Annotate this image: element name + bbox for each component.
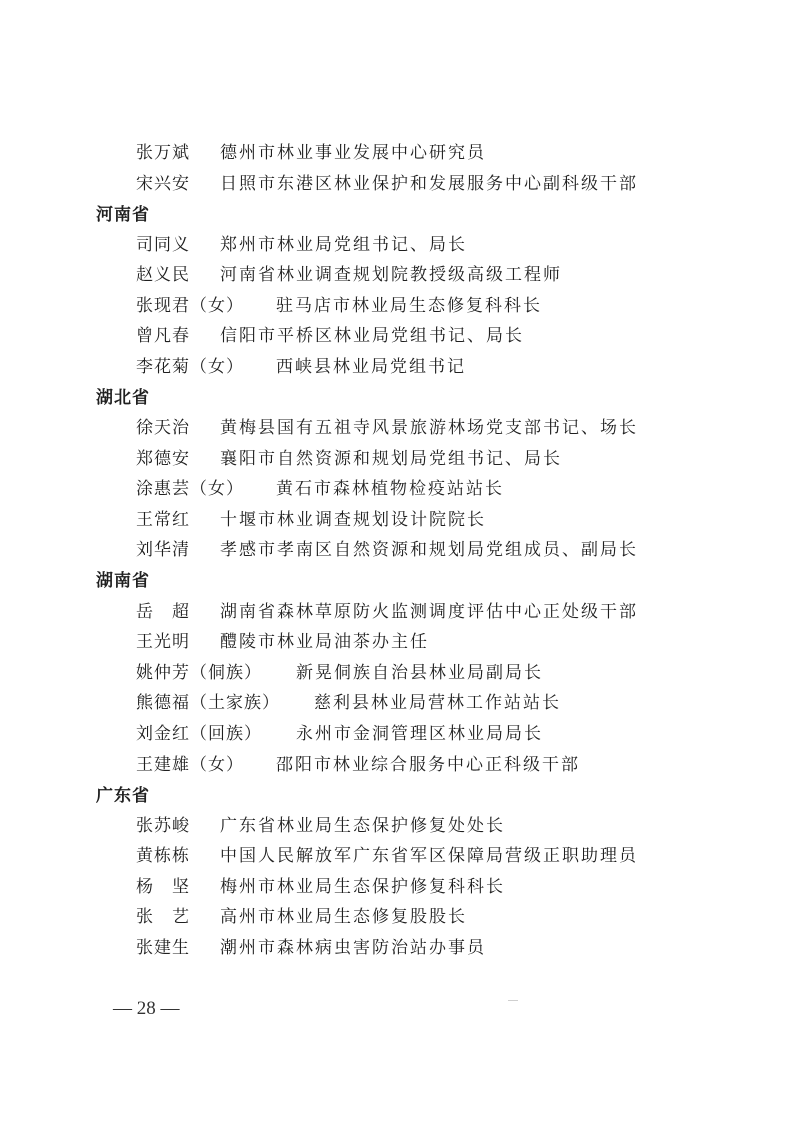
person-name: 张苏峻 (136, 816, 190, 836)
person-title: 信阳市平桥区林业局党组书记、局长 (220, 326, 524, 346)
person-name: 司同义 (136, 235, 190, 255)
person-name: 张现君（女） (136, 296, 244, 316)
person-name: 王建雄（女） (136, 755, 244, 775)
person-title: 邵阳市林业综合服务中心正科级干部 (276, 755, 580, 775)
person-name: 曾凡春 (136, 326, 190, 346)
person-title: 驻马店市林业局生态修复科科长 (276, 296, 542, 316)
person-title: 黄梅县国有五祖寺风景旅游林场党支部书记、场长 (220, 418, 638, 438)
person-name: 黄栋栋 (136, 846, 190, 866)
list-item (136, 143, 486, 163)
person-name: 赵义民 (136, 265, 190, 285)
list-item (136, 938, 486, 958)
list-item (136, 479, 504, 499)
list-item (136, 663, 543, 683)
page-number: — 28 — (113, 998, 180, 1019)
list-item (136, 326, 524, 346)
person-name: 姚仲芳（侗族） (136, 663, 262, 683)
person-title: 慈利县林业局营林工作站站长 (314, 693, 561, 713)
list-item (136, 602, 638, 622)
list-item (136, 357, 466, 377)
section-heading: 湖北省 (96, 388, 150, 408)
person-name: 张 艺 (136, 907, 190, 927)
list-item (136, 418, 638, 438)
person-title: 中国人民解放军广东省军区保障局营级正职助理员 (220, 846, 638, 866)
person-title: 广东省林业局生态保护修复处处长 (220, 816, 505, 836)
person-name: 涂惠芸（女） (136, 479, 244, 499)
person-title: 黄石市森林植物检疫站站长 (276, 479, 504, 499)
list-item (136, 296, 542, 316)
section-heading: 广东省 (96, 786, 150, 806)
list-item (136, 174, 638, 194)
person-name: 郑德安 (136, 449, 190, 469)
list-item (136, 724, 543, 744)
person-name: 岳 超 (136, 602, 190, 622)
list-item (136, 540, 638, 560)
person-name: 张建生 (136, 938, 190, 958)
list-item (136, 449, 562, 469)
person-title: 西峡县林业局党组书记 (276, 357, 466, 377)
person-name: 刘华清 (136, 540, 190, 560)
person-name: 张万斌 (136, 143, 190, 163)
list-item (136, 235, 467, 255)
person-title: 醴陵市林业局油茶办主任 (220, 632, 429, 652)
person-name: 刘金红（回族） (136, 724, 262, 744)
list-item (136, 632, 429, 652)
list-item (136, 907, 467, 927)
person-name: 徐天治 (136, 418, 190, 438)
person-name: 熊德福（土家族） (136, 693, 280, 713)
scan-artifact (508, 1000, 518, 1001)
person-title: 高州市林业局生态修复股股长 (220, 907, 467, 927)
person-name: 宋兴安 (136, 174, 190, 194)
person-title: 襄阳市自然资源和规划局党组书记、局长 (220, 449, 562, 469)
person-title: 日照市东港区林业保护和发展服务中心副科级干部 (220, 174, 638, 194)
person-title: 潮州市森林病虫害防治站办事员 (220, 938, 486, 958)
person-title: 河南省林业调查规划院教授级高级工程师 (220, 265, 562, 285)
person-title: 湖南省森林草原防火监测调度评估中心正处级干部 (220, 602, 638, 622)
person-name: 李花菊（女） (136, 357, 244, 377)
list-item (136, 755, 580, 775)
list-item (136, 816, 505, 836)
list-item (136, 510, 486, 530)
person-title: 德州市林业事业发展中心研究员 (220, 143, 486, 163)
person-title: 新晃侗族自治县林业局副局长 (296, 663, 543, 683)
person-name: 王光明 (136, 632, 190, 652)
list-item (136, 265, 562, 285)
person-name: 王常红 (136, 510, 190, 530)
person-title: 郑州市林业局党组书记、局长 (220, 235, 467, 255)
list-item (136, 693, 561, 713)
person-title: 十堰市林业调查规划设计院院长 (220, 510, 486, 530)
person-title: 梅州市林业局生态保护修复科科长 (220, 877, 505, 897)
person-name: 杨 坚 (136, 877, 190, 897)
list-item (136, 846, 638, 866)
section-heading: 河南省 (96, 205, 150, 225)
list-item (136, 877, 505, 897)
person-title: 孝感市孝南区自然资源和规划局党组成员、副局长 (220, 540, 638, 560)
section-heading: 湖南省 (96, 571, 150, 591)
person-title: 永州市金洞管理区林业局局长 (296, 724, 543, 744)
